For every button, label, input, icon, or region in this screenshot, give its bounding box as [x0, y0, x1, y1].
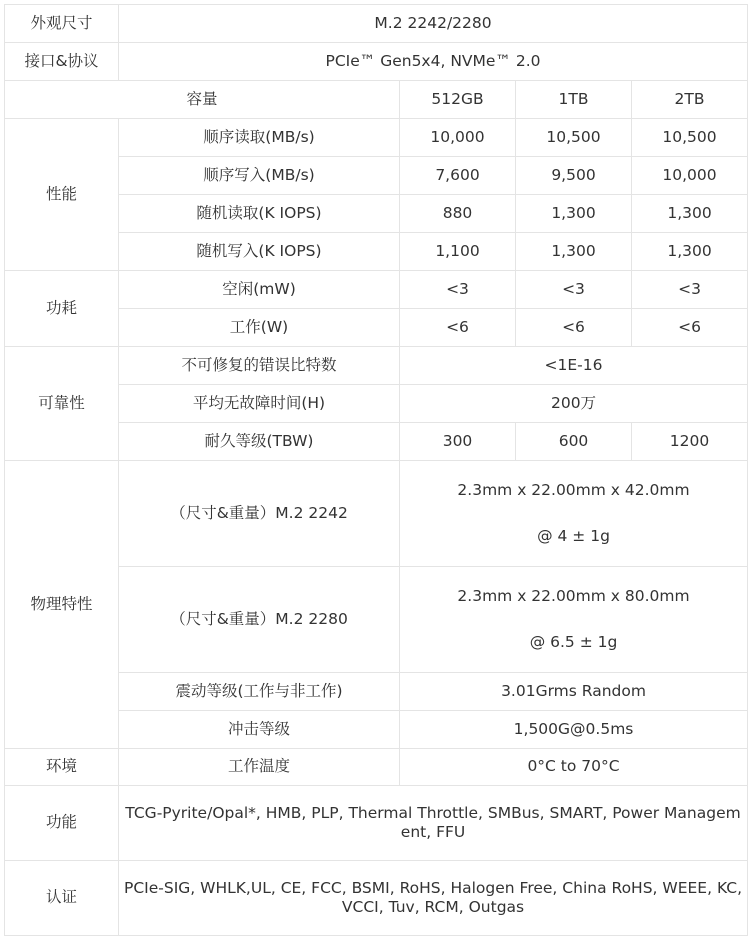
active-power-label: 工作(W) [119, 309, 400, 347]
capacity-2tb: 2TB [632, 81, 748, 119]
rand-read-2tb: 1,300 [632, 195, 748, 233]
vibration-value: 3.01Grms Random [400, 673, 748, 711]
mtbf-label: 平均无故障时间(H) [119, 385, 400, 423]
spacer [402, 501, 745, 527]
rand-read-1tb: 1,300 [516, 195, 632, 233]
row-environment [5, 749, 748, 786]
temp-value: 0°C to 70°C [400, 749, 748, 786]
seq-write-512gb: 7,600 [400, 157, 516, 195]
size-2280-weight: @ 6.5 ± 1g [529, 632, 618, 651]
physical-label: 物理特性 [5, 461, 119, 749]
form-factor-value: M.2 2242/2280 [119, 5, 748, 43]
active-power-512gb: <6 [400, 309, 516, 347]
row-features [5, 786, 748, 861]
performance-label: 性能 [5, 119, 119, 271]
idle-power-label: 空闲(mW) [119, 271, 400, 309]
rand-write-label: 随机写入(K IOPS) [119, 233, 400, 271]
active-power-2tb: <6 [632, 309, 748, 347]
tbw-512gb: 300 [400, 423, 516, 461]
size-2242-dimensions: 2.3mm x 22.00mm x 42.0mm [457, 481, 690, 500]
certifications-value: PCIe-SIG, WHLK,UL, CE, FCC, BSMI, RoHS, Halogen Free, China RoHS, WEEE, KC, VCCI, Tuv, RCM, Outgas [119, 861, 748, 936]
row-certifications [5, 861, 748, 936]
tbw-2tb: 1200 [632, 423, 748, 461]
seq-read-512gb: 10,000 [400, 119, 516, 157]
size-2280-label: （尺寸&重量）M.2 2280 [119, 567, 400, 673]
size-2242-label: （尺寸&重量）M.2 2242 [119, 461, 400, 567]
row-interface [5, 43, 748, 81]
uber-label: 不可修复的错误比特数 [119, 347, 400, 385]
tbw-1tb: 600 [516, 423, 632, 461]
seq-write-label: 顺序写入(MB/s) [119, 157, 400, 195]
shock-value: 1,500G@0.5ms [400, 711, 748, 749]
seq-read-label: 顺序读取(MB/s) [119, 119, 400, 157]
features-value: TCG-Pyrite/Opal*, HMB, PLP, Thermal Throttle, SMBus, SMART, Power Management, FFU [119, 786, 748, 861]
size-2242-weight: @ 4 ± 1g [537, 526, 610, 545]
tbw-label: 耐久等级(TBW) [119, 423, 400, 461]
size-2280-dimensions: 2.3mm x 22.00mm x 80.0mm [457, 587, 690, 606]
row-capacity [5, 81, 748, 119]
temp-label: 工作温度 [119, 749, 400, 786]
mtbf-value: 200万 [400, 385, 748, 423]
features-label: 功能 [5, 786, 119, 861]
seq-write-1tb: 9,500 [516, 157, 632, 195]
rand-write-1tb: 1,300 [516, 233, 632, 271]
seq-read-1tb: 10,500 [516, 119, 632, 157]
interface-label: 接口&协议 [5, 43, 119, 81]
spacer [402, 607, 745, 633]
rand-read-label: 随机读取(K IOPS) [119, 195, 400, 233]
spec-table [4, 4, 748, 936]
idle-power-512gb: <3 [400, 271, 516, 309]
row-seq-read [5, 119, 748, 157]
environment-label: 环境 [5, 749, 119, 786]
idle-power-1tb: <3 [516, 271, 632, 309]
active-power-1tb: <6 [516, 309, 632, 347]
power-label: 功耗 [5, 271, 119, 347]
row-size-2242 [5, 461, 748, 567]
shock-label: 冲击等级 [119, 711, 400, 749]
rand-write-2tb: 1,300 [632, 233, 748, 271]
size-2242-value [400, 461, 748, 567]
row-idle-power [5, 271, 748, 309]
row-form-factor [5, 5, 748, 43]
capacity-512gb: 512GB [400, 81, 516, 119]
size-2280-value [400, 567, 748, 673]
idle-power-2tb: <3 [632, 271, 748, 309]
reliability-label: 可靠性 [5, 347, 119, 461]
capacity-label: 容量 [5, 81, 400, 119]
rand-read-512gb: 880 [400, 195, 516, 233]
certifications-label: 认证 [5, 861, 119, 936]
form-factor-label: 外观尺寸 [5, 5, 119, 43]
uber-value: <1E-16 [400, 347, 748, 385]
row-uber [5, 347, 748, 385]
rand-write-512gb: 1,100 [400, 233, 516, 271]
vibration-label: 震动等级(工作与非工作) [119, 673, 400, 711]
interface-value: PCIe™ Gen5x4, NVMe™ 2.0 [119, 43, 748, 81]
seq-read-2tb: 10,500 [632, 119, 748, 157]
capacity-1tb: 1TB [516, 81, 632, 119]
seq-write-2tb: 10,000 [632, 157, 748, 195]
